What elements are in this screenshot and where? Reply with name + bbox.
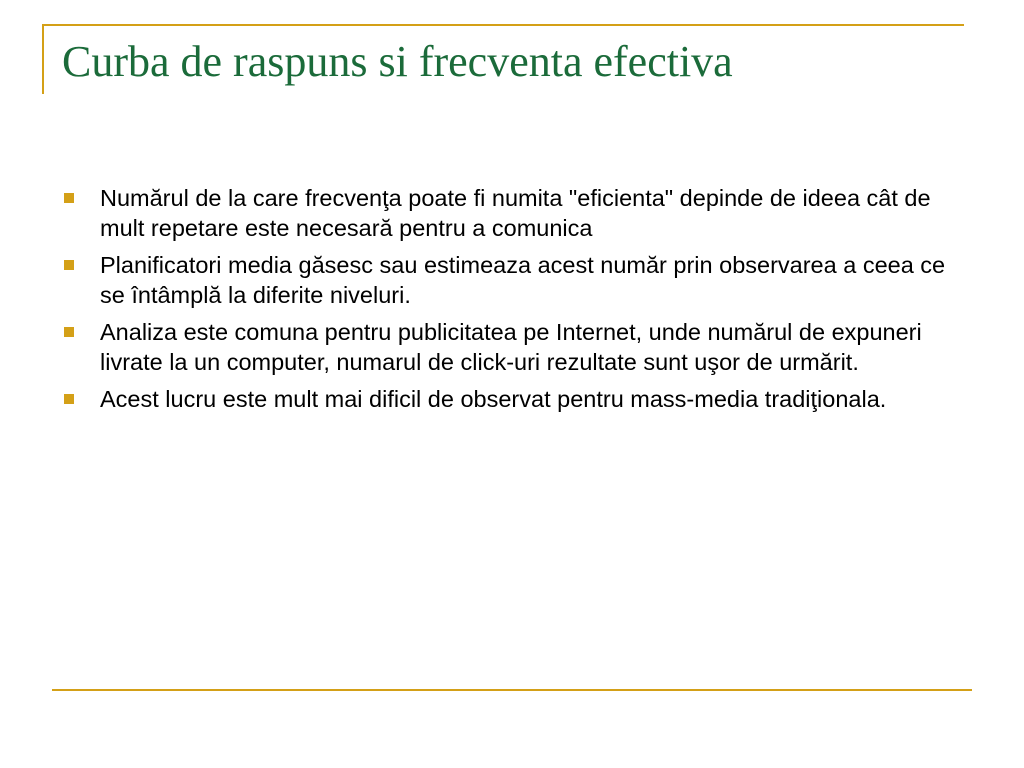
square-bullet-icon <box>64 260 74 270</box>
bullet-text: Planificatori media găsesc sau estimeaza acest număr prin observarea a ceea ce se întâmplă la diferite niveluri. <box>100 252 946 308</box>
bullet-item <box>64 384 964 414</box>
square-bullet-icon <box>64 394 74 404</box>
square-bullet-icon <box>64 193 74 203</box>
bullet-item <box>64 317 964 377</box>
bullet-item <box>64 250 964 310</box>
top-divider-line <box>42 24 964 26</box>
bullet-text: Numărul de la care frecvenţa poate fi numita "eficienta" depinde de ideea cât de mult repetare este necesară pentru a comunica <box>100 185 931 241</box>
bullet-list <box>64 183 964 421</box>
slide-title: Curba de raspuns si frecventa efectiva <box>62 37 733 86</box>
left-accent-line <box>42 24 44 94</box>
square-bullet-icon <box>64 327 74 337</box>
bullet-item <box>64 183 964 243</box>
bottom-divider-line <box>52 689 972 691</box>
bullet-text: Analiza este comuna pentru publicitatea pe Internet, unde numărul de expuneri livrate la un computer, numarul de click-uri rezultate sunt uşor de urmărit. <box>100 319 922 375</box>
bullet-text: Acest lucru este mult mai dificil de observat pentru mass-media tradiţionala. <box>100 386 887 412</box>
